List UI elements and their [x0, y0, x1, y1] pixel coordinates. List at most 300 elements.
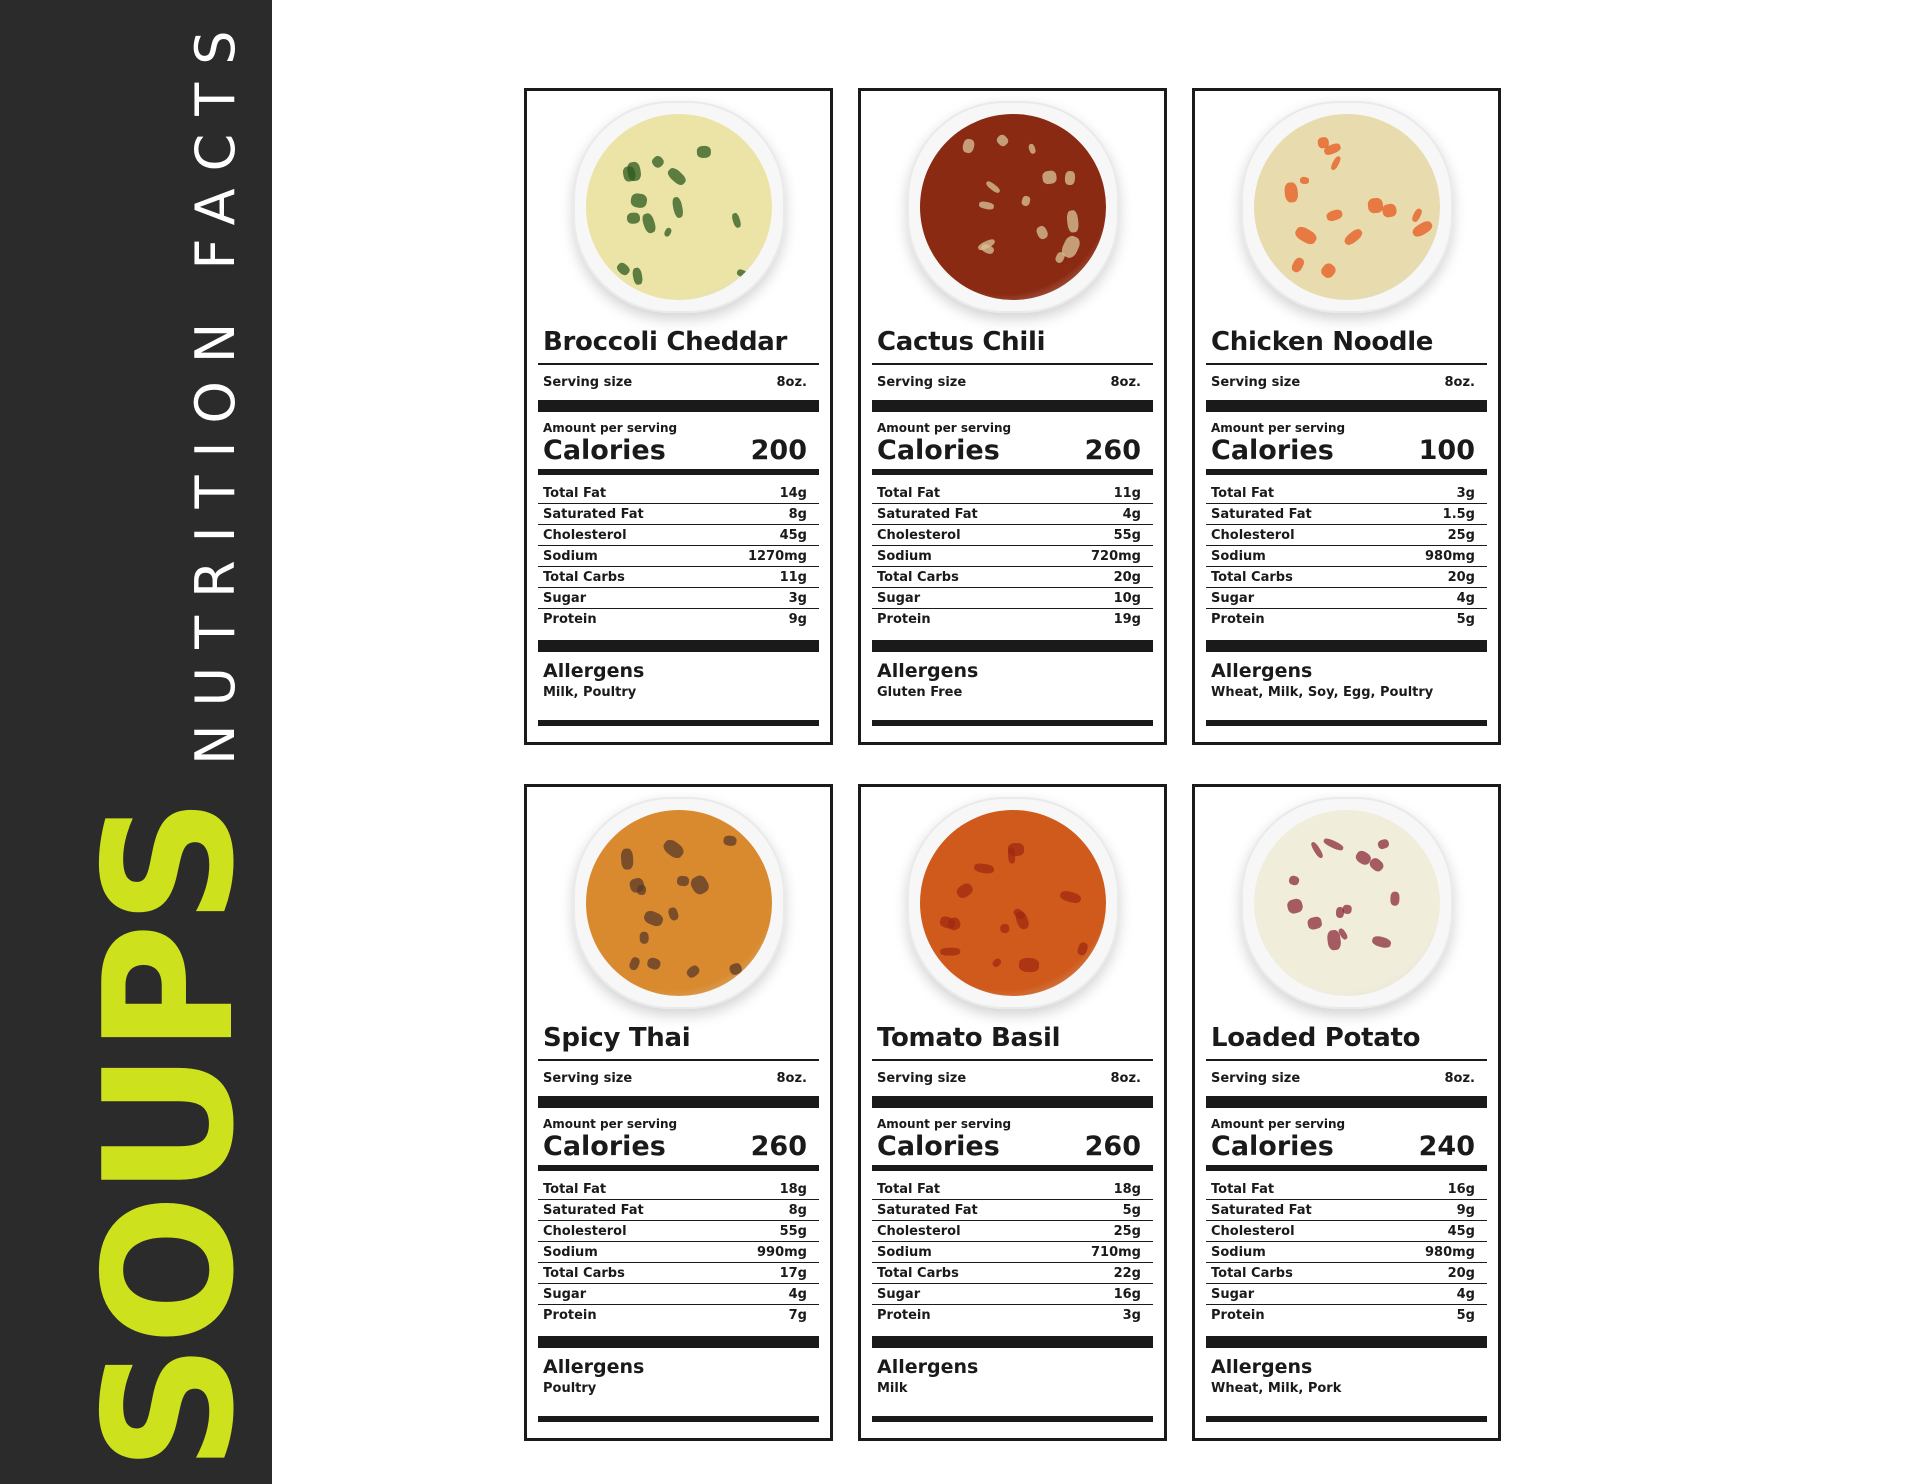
nutrient-list — [1206, 1179, 1487, 1326]
nutrient-row — [538, 525, 819, 546]
nutrient-label: Saturated Fat — [543, 507, 644, 523]
soup-ingredient — [689, 873, 711, 896]
serving-value: 8oz. — [1110, 1071, 1141, 1086]
nutrient-label: Total Fat — [1211, 486, 1275, 502]
soup-surface — [586, 114, 772, 300]
nutrient-value: 20g — [1113, 570, 1141, 586]
divider-thick — [538, 1336, 819, 1348]
calories-row — [1206, 1131, 1487, 1162]
nutrient-value: 25g — [1447, 528, 1475, 544]
soup-ingredient — [1066, 210, 1079, 233]
nutrient-value: 710mg — [1091, 1245, 1141, 1261]
divider-medium — [538, 1165, 819, 1171]
serving-value: 8oz. — [776, 1071, 807, 1086]
nutrient-row — [872, 609, 1153, 630]
title-nutrition-facts: NUTRITION FACTS — [184, 12, 247, 765]
soup-ingredient — [722, 835, 736, 846]
soup-ingredient — [666, 166, 688, 187]
nutrient-value: 8g — [788, 507, 807, 523]
nutrient-row — [1206, 525, 1487, 546]
divider-bottom — [538, 720, 819, 726]
soup-ingredient — [727, 961, 743, 976]
nutrient-row — [538, 1284, 819, 1305]
nutrient-label: Saturated Fat — [877, 1203, 978, 1219]
nutrient-value: 45g — [1447, 1224, 1475, 1240]
soup-ingredient — [1378, 838, 1391, 850]
nutrient-row — [872, 1263, 1153, 1284]
nutrient-value: 4g — [788, 1287, 807, 1303]
amount-per-serving-label: Amount per serving — [877, 421, 1012, 435]
nutrient-value: 5g — [1122, 1203, 1141, 1219]
amount-per-serving-label: Amount per serving — [1211, 421, 1346, 435]
soup-ingredient — [736, 268, 748, 278]
divider-medium — [872, 469, 1153, 475]
serving-label: Serving size — [877, 375, 967, 390]
serving-row — [872, 365, 1153, 400]
nutrient-value: 3g — [1456, 486, 1475, 502]
nutrient-list — [872, 483, 1153, 630]
nutrient-row — [1206, 483, 1487, 504]
divider-thick — [872, 400, 1153, 412]
nutrient-label: Sodium — [877, 549, 932, 565]
divider-thick — [538, 1096, 819, 1108]
allergens-heading: Allergens — [1211, 1356, 1313, 1379]
soup-ingredient — [1325, 207, 1344, 222]
soup-ingredient — [1299, 176, 1309, 183]
nutrient-value: 17g — [779, 1266, 807, 1282]
soup-ingredient — [646, 956, 662, 971]
nutrition-card-spicy-thai — [524, 784, 833, 1441]
serving-label: Serving size — [1211, 1071, 1301, 1086]
allergens-list: Wheat, Milk, Soy, Egg, Poultry — [1211, 685, 1434, 701]
soup-ingredient — [621, 848, 634, 869]
nutrient-label: Protein — [877, 612, 931, 628]
nutrient-value: 20g — [1447, 570, 1475, 586]
soup-ingredient — [731, 212, 742, 228]
sidebar-title — [66, 12, 273, 1472]
bowl — [1241, 101, 1453, 313]
divider-bottom — [872, 720, 1153, 726]
nutrient-value: 11g — [779, 570, 807, 586]
nutrient-value: 19g — [1113, 612, 1141, 628]
nutrient-row — [1206, 1263, 1487, 1284]
nutrient-label: Protein — [1211, 1308, 1265, 1324]
calories-label: Calories — [877, 1131, 1000, 1162]
nutrient-row — [872, 1242, 1153, 1263]
nutrient-row — [538, 567, 819, 588]
nutrient-value: 9g — [1456, 1203, 1475, 1219]
soup-ingredient — [1042, 170, 1057, 185]
soup-ingredient — [1283, 181, 1298, 203]
bowl — [907, 101, 1119, 313]
soup-ingredient — [663, 227, 673, 238]
soup-ingredient — [677, 876, 689, 887]
nutrient-row — [1206, 504, 1487, 525]
nutrient-row — [538, 609, 819, 630]
soup-name: Chicken Noodle — [1206, 323, 1487, 365]
nutrient-row — [1206, 1221, 1487, 1242]
nutrient-row — [1206, 1242, 1487, 1263]
soup-ingredient — [640, 212, 656, 235]
divider-thick — [538, 640, 819, 652]
nutrient-row — [538, 1221, 819, 1242]
calories-label: Calories — [543, 1131, 666, 1162]
serving-row — [1206, 1061, 1487, 1096]
nutrient-label: Total Carbs — [877, 1266, 959, 1282]
allergens-list: Milk — [877, 1381, 908, 1397]
nutrition-card-cactus-chili — [858, 88, 1167, 745]
nutrient-row — [538, 1242, 819, 1263]
soup-ingredient — [1019, 957, 1040, 972]
nutrient-row — [872, 525, 1153, 546]
nutrient-row — [538, 504, 819, 525]
amount-per-serving-label: Amount per serving — [1211, 1117, 1346, 1131]
soup-ingredient — [1288, 875, 1300, 887]
soup-ingredient — [1329, 155, 1342, 171]
calories-label: Calories — [543, 435, 666, 466]
nutrient-value: 20g — [1447, 1266, 1475, 1282]
soup-ingredient — [985, 180, 1001, 195]
nutrient-label: Cholesterol — [877, 528, 961, 544]
calories-value: 260 — [1084, 435, 1141, 466]
nutrient-row — [872, 567, 1153, 588]
nutrient-row — [538, 588, 819, 609]
divider-thick — [872, 1336, 1153, 1348]
nutrient-list — [872, 1179, 1153, 1326]
nutrient-row — [1206, 1284, 1487, 1305]
serving-value: 8oz. — [1110, 375, 1141, 390]
soup-surface — [1254, 810, 1440, 996]
nutrient-label: Total Fat — [1211, 1182, 1275, 1198]
divider-thick — [538, 400, 819, 412]
soup-ingredient — [1317, 136, 1329, 149]
nutrient-label: Protein — [543, 612, 597, 628]
amount-per-serving-label: Amount per serving — [877, 1117, 1012, 1131]
nutrient-label: Saturated Fat — [543, 1203, 644, 1219]
divider-thick — [872, 1096, 1153, 1108]
nutrient-label: Sodium — [1211, 1245, 1266, 1261]
soup-ingredient — [632, 267, 644, 286]
nutrient-label: Cholesterol — [1211, 528, 1295, 544]
bowl — [573, 797, 785, 1009]
nutrient-row — [1206, 1305, 1487, 1326]
soup-ingredient — [1309, 841, 1324, 859]
divider-thick — [1206, 400, 1487, 412]
serving-value: 8oz. — [1444, 1071, 1475, 1086]
nutrient-value: 8g — [788, 1203, 807, 1219]
soup-image — [872, 787, 1153, 1019]
nutrient-row — [538, 1200, 819, 1221]
nutrient-label: Cholesterol — [543, 528, 627, 544]
soup-ingredient — [630, 192, 648, 208]
nutrient-label: Sugar — [1211, 1287, 1255, 1303]
soup-ingredient — [627, 213, 640, 225]
soup-name: Cactus Chili — [872, 323, 1153, 365]
nutrient-row — [1206, 609, 1487, 630]
nutrient-row — [538, 483, 819, 504]
nutrient-label: Sugar — [877, 1287, 921, 1303]
nutrient-label: Cholesterol — [543, 1224, 627, 1240]
serving-label: Serving size — [543, 375, 633, 390]
nutrient-value: 4g — [1456, 1287, 1475, 1303]
nutrient-row — [1206, 1179, 1487, 1200]
nutrient-value: 3g — [1122, 1308, 1141, 1324]
nutrient-label: Saturated Fat — [1211, 1203, 1312, 1219]
soup-ingredient — [1287, 898, 1305, 916]
soup-ingredient — [668, 906, 681, 921]
nutrition-card-broccoli-cheddar — [524, 88, 833, 745]
nutrient-value: 1.5g — [1442, 507, 1475, 523]
nutrient-value: 18g — [779, 1182, 807, 1198]
soup-ingredient — [991, 957, 1003, 969]
bowl — [907, 797, 1119, 1009]
soup-ingredient — [685, 964, 701, 980]
calories-row — [872, 435, 1153, 466]
nutrient-label: Sodium — [1211, 549, 1266, 565]
nutrient-label: Sodium — [543, 1245, 598, 1261]
nutrient-value: 16g — [1447, 1182, 1475, 1198]
soup-image — [538, 91, 819, 323]
divider-bottom — [1206, 720, 1487, 726]
nutrient-value: 980mg — [1425, 549, 1475, 565]
nutrient-value: 5g — [1456, 612, 1475, 628]
bowl — [1241, 797, 1453, 1009]
calories-label: Calories — [1211, 435, 1334, 466]
nutrient-row — [1206, 588, 1487, 609]
soup-ingredient — [1343, 904, 1352, 913]
nutrient-label: Total Fat — [543, 1182, 607, 1198]
nutrient-label: Total Fat — [543, 486, 607, 502]
nutrient-label: Total Carbs — [543, 1266, 625, 1282]
soup-ingredient — [1411, 207, 1423, 223]
serving-value: 8oz. — [1444, 375, 1475, 390]
nutrient-label: Cholesterol — [1211, 1224, 1295, 1240]
soup-ingredient — [1335, 907, 1344, 918]
nutrient-label: Sugar — [1211, 591, 1255, 607]
nutrient-row — [872, 1179, 1153, 1200]
nutrient-row — [872, 504, 1153, 525]
allergens-list: Milk, Poultry — [543, 685, 637, 701]
soup-ingredient — [995, 133, 1009, 147]
nutrient-label: Sodium — [543, 549, 598, 565]
nutrient-value: 3g — [788, 591, 807, 607]
soup-cards-grid — [524, 88, 1501, 1441]
serving-row — [872, 1061, 1153, 1096]
nutrient-row — [1206, 1200, 1487, 1221]
divider-thick — [1206, 1096, 1487, 1108]
nutrient-label: Protein — [543, 1308, 597, 1324]
serving-row — [538, 1061, 819, 1096]
serving-label: Serving size — [877, 1071, 967, 1086]
nutrient-value: 45g — [779, 528, 807, 544]
nutrient-label: Total Fat — [877, 486, 941, 502]
nutrient-label: Total Carbs — [877, 570, 959, 586]
nutrient-value: 7g — [788, 1308, 807, 1324]
nutrition-card-tomato-basil — [858, 784, 1167, 1441]
soup-ingredient — [946, 916, 962, 932]
soup-image — [538, 787, 819, 1019]
nutrient-value: 11g — [1113, 486, 1141, 502]
soup-ingredient — [1035, 225, 1050, 241]
soup-name: Loaded Potato — [1206, 1019, 1487, 1061]
soup-ingredient — [1028, 143, 1037, 155]
divider-medium — [1206, 1165, 1487, 1171]
soup-ingredient — [1290, 256, 1306, 274]
serving-row — [1206, 365, 1487, 400]
amount-per-serving-label: Amount per serving — [543, 421, 678, 435]
soup-ingredient — [628, 956, 641, 971]
divider-thick — [1206, 640, 1487, 652]
nutrient-value: 5g — [1456, 1308, 1475, 1324]
soup-surface — [920, 114, 1106, 300]
nutrient-list — [538, 1179, 819, 1326]
divider-thick — [872, 640, 1153, 652]
soup-name: Spicy Thai — [538, 1019, 819, 1061]
nutrient-row — [872, 1305, 1153, 1326]
soup-ingredient — [1008, 843, 1024, 856]
nutrient-value: 55g — [779, 1224, 807, 1240]
soup-ingredient — [642, 909, 665, 928]
nutrient-value: 25g — [1113, 1224, 1141, 1240]
soup-ingredient — [1307, 916, 1323, 930]
calories-row — [538, 1131, 819, 1162]
nutrient-label: Sugar — [543, 591, 587, 607]
nutrient-value: 720mg — [1091, 549, 1141, 565]
soup-ingredient — [649, 153, 665, 169]
soup-ingredient — [1318, 261, 1337, 281]
divider-medium — [872, 1165, 1153, 1171]
calories-value: 100 — [1418, 435, 1475, 466]
soup-ingredient — [978, 201, 994, 210]
nutrient-row — [872, 588, 1153, 609]
nutrient-row — [538, 1263, 819, 1284]
nutrient-list — [538, 483, 819, 630]
serving-row — [538, 365, 819, 400]
nutrient-value: 55g — [1113, 528, 1141, 544]
nutrient-list — [1206, 483, 1487, 630]
divider-medium — [538, 469, 819, 475]
nutrient-label: Total Fat — [877, 1182, 941, 1198]
soup-ingredient — [940, 948, 960, 956]
soup-ingredient — [974, 863, 996, 876]
allergens-list: Wheat, Milk, Pork — [1211, 1381, 1342, 1397]
soup-name: Broccoli Cheddar — [538, 323, 819, 365]
nutrient-label: Saturated Fat — [877, 507, 978, 523]
nutrient-row — [872, 1200, 1153, 1221]
serving-label: Serving size — [1211, 375, 1301, 390]
nutrient-label: Protein — [1211, 612, 1265, 628]
nutrient-value: 22g — [1113, 1266, 1141, 1282]
nutrient-row — [1206, 546, 1487, 567]
nutrient-row — [872, 546, 1153, 567]
nutrient-label: Saturated Fat — [1211, 507, 1312, 523]
soup-ingredient — [1368, 197, 1384, 214]
nutrient-value: 10g — [1113, 591, 1141, 607]
divider-medium — [1206, 469, 1487, 475]
nutrition-card-chicken-noodle — [1192, 88, 1501, 745]
calories-row — [1206, 435, 1487, 466]
allergens-heading: Allergens — [877, 1356, 979, 1379]
soup-ingredient — [697, 146, 711, 158]
nutrient-row — [872, 1284, 1153, 1305]
nutrient-label: Sodium — [877, 1245, 932, 1261]
nutrient-value: 16g — [1113, 1287, 1141, 1303]
soup-ingredient — [1322, 837, 1344, 852]
soup-ingredient — [1382, 203, 1398, 219]
nutrient-value: 4g — [1122, 507, 1141, 523]
allergens-heading: Allergens — [543, 1356, 645, 1379]
soup-ingredient — [999, 923, 1009, 933]
nutrient-row — [872, 483, 1153, 504]
allergens-heading: Allergens — [1211, 660, 1313, 683]
nutrient-value: 9g — [788, 612, 807, 628]
amount-per-serving-label: Amount per serving — [543, 1117, 678, 1131]
nutrient-row — [538, 546, 819, 567]
soup-ingredient — [1371, 935, 1392, 950]
allergens-heading: Allergens — [877, 660, 979, 683]
nutrient-label: Total Carbs — [543, 570, 625, 586]
nutrient-label: Cholesterol — [877, 1224, 961, 1240]
calories-row — [872, 1131, 1153, 1162]
calories-value: 260 — [1084, 1131, 1141, 1162]
allergens-list: Gluten Free — [877, 685, 963, 701]
allergens-heading: Allergens — [543, 660, 645, 683]
nutrient-row — [538, 1179, 819, 1200]
nutrient-label: Sugar — [543, 1287, 587, 1303]
divider-bottom — [538, 1416, 819, 1422]
divider-bottom — [1206, 1416, 1487, 1422]
nutrient-label: Total Carbs — [1211, 570, 1293, 586]
nutrient-value: 18g — [1113, 1182, 1141, 1198]
soup-ingredient — [639, 931, 649, 943]
allergens-list: Poultry — [543, 1381, 597, 1397]
soup-ingredient — [1342, 227, 1364, 248]
soup-surface — [1254, 114, 1440, 300]
soup-ingredient — [1064, 171, 1075, 186]
soup-ingredient — [615, 261, 631, 277]
soup-surface — [920, 810, 1106, 996]
title-soups: SOUPS — [66, 798, 273, 1472]
soup-image — [872, 91, 1153, 323]
calories-value: 240 — [1418, 1131, 1475, 1162]
nutrient-label: Sugar — [877, 591, 921, 607]
calories-row — [538, 435, 819, 466]
soup-ingredient — [1059, 889, 1082, 905]
serving-value: 8oz. — [776, 375, 807, 390]
soup-image — [1206, 787, 1487, 1019]
soup-ingredient — [1054, 251, 1066, 265]
nutrient-value: 1270mg — [747, 549, 807, 565]
soup-name: Tomato Basil — [872, 1019, 1153, 1061]
nutrient-row — [872, 1221, 1153, 1242]
nutrient-row — [538, 1305, 819, 1326]
sidebar — [0, 0, 272, 1484]
soup-ingredient — [955, 881, 975, 899]
calories-label: Calories — [877, 435, 1000, 466]
calories-label: Calories — [1211, 1131, 1334, 1162]
soup-surface — [586, 810, 772, 996]
soup-image — [1206, 91, 1487, 323]
nutrition-card-loaded-potato — [1192, 784, 1501, 1441]
soup-ingredient — [1390, 892, 1400, 906]
soup-ingredient — [1293, 224, 1318, 246]
nutrient-value: 990mg — [757, 1245, 807, 1261]
divider-thick — [1206, 1336, 1487, 1348]
serving-label: Serving size — [543, 1071, 633, 1086]
soup-ingredient — [671, 197, 684, 220]
bowl — [573, 101, 785, 313]
soup-ingredient — [962, 138, 976, 155]
